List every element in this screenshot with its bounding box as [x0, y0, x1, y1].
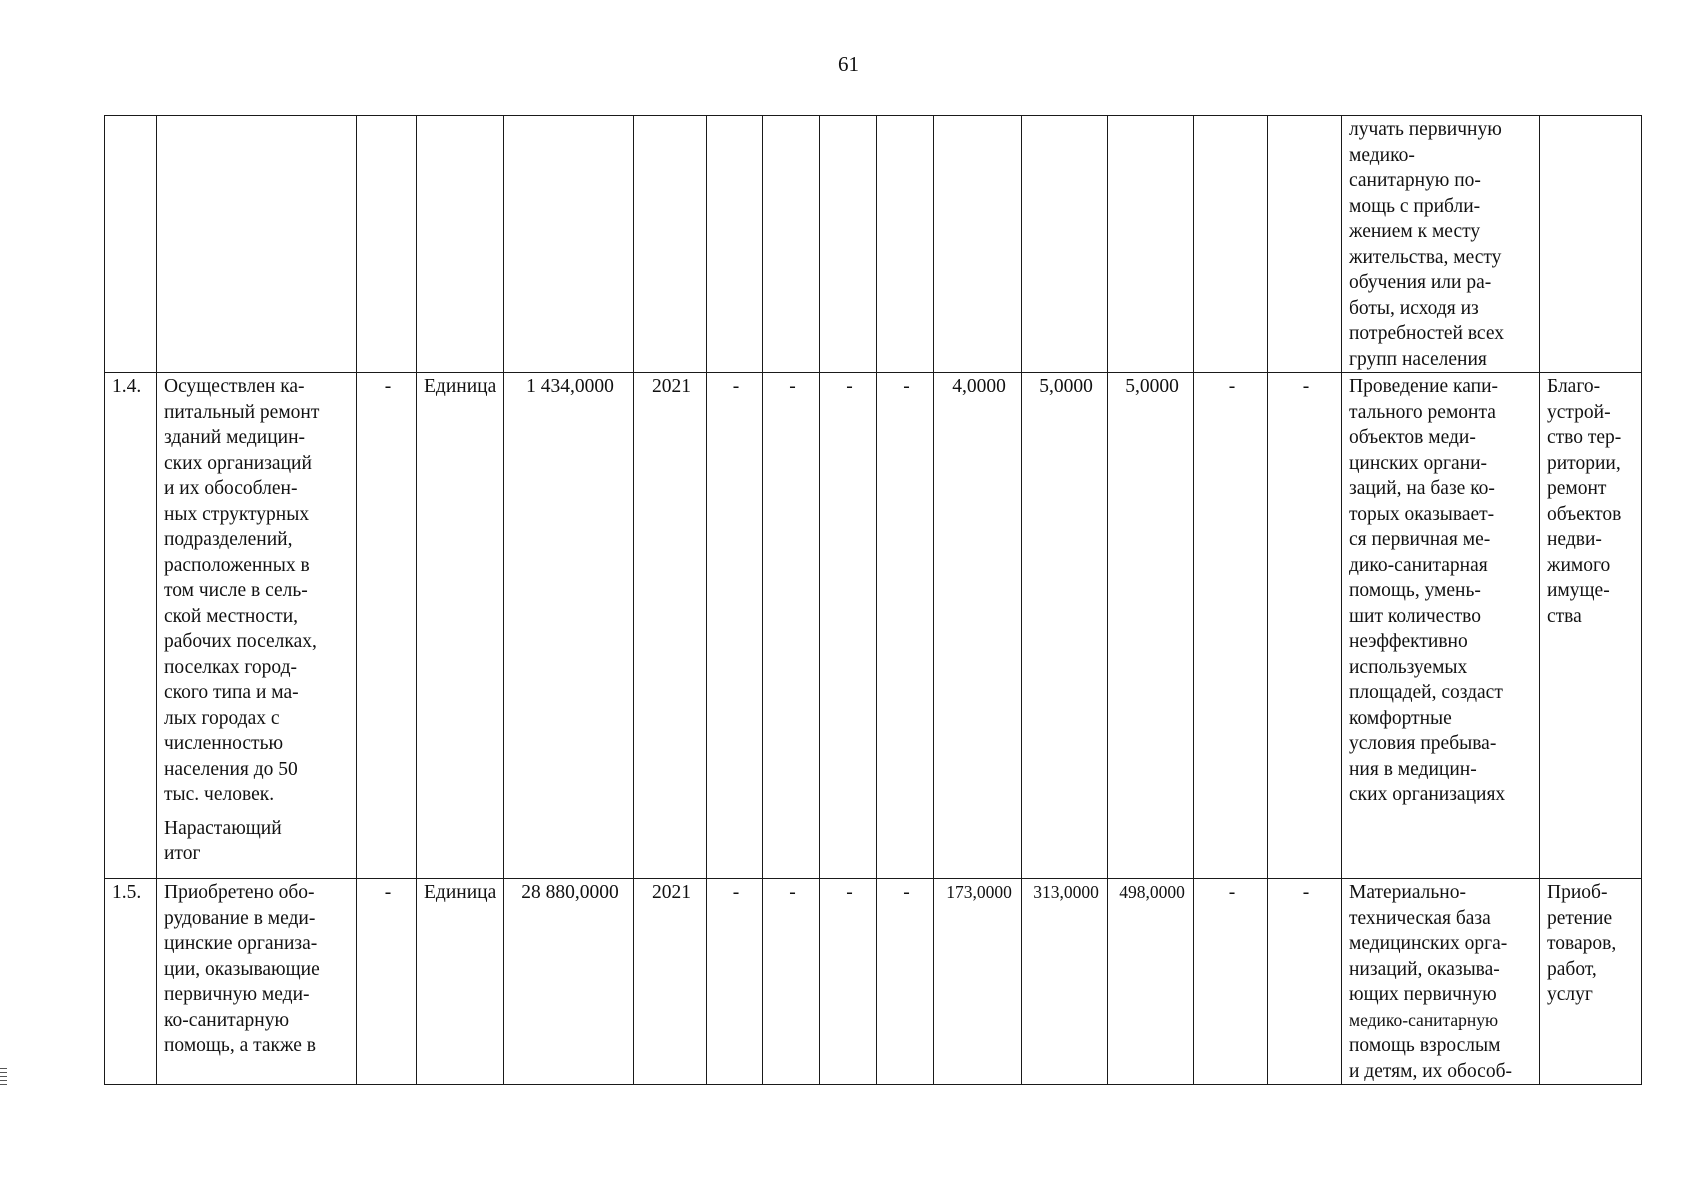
year-value-cell: -: [1194, 373, 1268, 879]
activity-type-cell: [1540, 879, 1642, 1085]
unit-cell: Единица: [417, 879, 504, 1085]
text-line: мощь с прибли-: [1349, 195, 1481, 217]
activity-type-cell: [1540, 116, 1642, 373]
base-year-cell: [634, 116, 707, 373]
text-line: жимого: [1547, 554, 1611, 576]
year-value-cell: -: [877, 879, 934, 1085]
year-value-cell: -: [763, 373, 820, 879]
year-value-cell: -: [763, 879, 820, 1085]
expected-result-cell: [1342, 879, 1540, 1085]
text-line: помощь, а также в: [164, 1035, 316, 1056]
indicator-name: [157, 879, 357, 1085]
text-line: ся первичная ме-: [1349, 529, 1491, 550]
text-line: комфортные: [1349, 707, 1452, 729]
text-line: ремонт: [1547, 478, 1607, 499]
activity-type-cell: [1540, 373, 1642, 879]
text-line: ской местности,: [164, 605, 299, 627]
text-line: заций, на базе ко-: [1349, 478, 1495, 499]
scan-edge-marks: [0, 1068, 7, 1088]
text-line: Осуществлен ка-: [164, 376, 305, 397]
unit-cell: Единица: [417, 373, 504, 879]
text-line: Нарастающий: [164, 817, 282, 839]
text-line: медицинских орга-: [1349, 933, 1508, 954]
text-line: рудование в меди-: [164, 907, 316, 929]
text-line: населения до 50: [164, 758, 298, 780]
cell-col3: -: [357, 879, 417, 1085]
text-line: жением к месту: [1349, 221, 1481, 242]
year-value-cell: [934, 116, 1022, 373]
text-line: объектов: [1547, 503, 1622, 525]
indicator-name: [157, 116, 357, 373]
scan-mark: [0, 1076, 7, 1077]
year-value-cell: -: [877, 373, 934, 879]
year-value-cell: -: [820, 879, 877, 1085]
year-value-cell: [1108, 116, 1194, 373]
text-line: помощь, умень-: [1349, 580, 1481, 601]
text-line: цинских органи-: [1349, 452, 1488, 474]
program-indicators-table: [104, 115, 1642, 1085]
expected-result-cell: [1342, 373, 1540, 879]
text-line: неэффективно: [1349, 631, 1468, 652]
expected-result-cell: [1342, 116, 1540, 373]
year-value-cell: -: [1194, 879, 1268, 1085]
text-line: расположенных в: [164, 554, 310, 576]
year-value-cell: 498,0000: [1108, 879, 1194, 1085]
row-number: 1.5.: [105, 879, 157, 1085]
text-line: том числе в сель-: [164, 580, 308, 601]
text-line: Материально-: [1349, 882, 1466, 903]
table-row: [105, 116, 1642, 373]
text-line: низаций, оказыва-: [1349, 958, 1500, 980]
text-line: ритории,: [1547, 452, 1621, 474]
text-line: имуще-: [1547, 580, 1610, 601]
year-value-cell: 313,0000: [1022, 879, 1108, 1085]
text-line: техническая база: [1349, 907, 1491, 929]
text-line: обучения или ра-: [1349, 272, 1492, 293]
text-line: зданий медицин-: [164, 427, 306, 448]
text-line: и их обособлен-: [164, 478, 298, 499]
text-line: услуг: [1547, 984, 1593, 1005]
text-line: подразделений,: [164, 529, 293, 550]
text-line: лых городах с: [164, 707, 280, 729]
text-line: Приоб-: [1547, 882, 1608, 903]
text-line: работ,: [1547, 958, 1597, 980]
text-line: первичную меди-: [164, 984, 310, 1005]
text-line: ретение: [1547, 907, 1613, 929]
year-value-cell: [763, 116, 820, 373]
text-line: медико-: [1349, 144, 1415, 166]
base-value-cell: 1 434,0000: [504, 373, 634, 879]
text-line: Проведение капи-: [1349, 376, 1498, 397]
table-row: [105, 879, 1642, 1085]
text-line: торых оказывает-: [1349, 503, 1495, 525]
base-value-cell: [504, 116, 634, 373]
year-value-cell: -: [1268, 373, 1342, 879]
scan-mark: [0, 1084, 7, 1085]
scan-mark: [0, 1072, 7, 1073]
row-number: 1.4.: [105, 373, 157, 879]
indicator-name: [157, 373, 357, 879]
unit-cell: [417, 116, 504, 373]
text-line: медико-санитарную: [1349, 1009, 1499, 1030]
text-line: ных структурных: [164, 503, 310, 525]
base-year-cell: 2021: [634, 373, 707, 879]
scan-mark: [0, 1080, 7, 1081]
year-value-cell: 5,0000: [1022, 373, 1108, 879]
text-line: используемых: [1349, 656, 1468, 678]
text-line: поселках город-: [164, 656, 298, 678]
year-value-cell: [820, 116, 877, 373]
page-number: 61: [838, 52, 859, 76]
year-value-cell: [1022, 116, 1108, 373]
year-value-cell: -: [1268, 879, 1342, 1085]
text-line: лучать первичную: [1349, 119, 1502, 140]
text-line: ских организациях: [1349, 784, 1506, 805]
text-line: объектов меди-: [1349, 427, 1476, 448]
row-number: [105, 116, 157, 373]
text-line: дико-санитарная: [1349, 554, 1488, 576]
text-line: питальный ремонт: [164, 401, 320, 423]
text-line: ство тер-: [1547, 427, 1622, 448]
year-value-cell: 4,0000: [934, 373, 1022, 879]
year-value-cell: 5,0000: [1108, 373, 1194, 879]
text-line: Благо-: [1547, 376, 1601, 397]
text-line: боты, исходя из: [1349, 297, 1479, 319]
year-value-cell: [877, 116, 934, 373]
base-value-cell: 28 880,0000: [504, 879, 634, 1085]
year-value-cell: -: [707, 373, 763, 879]
text-line: недви-: [1547, 529, 1602, 550]
text-line: ских организаций: [164, 452, 312, 474]
text-line: Приобретено обо-: [164, 882, 315, 903]
text-line: товаров,: [1547, 933, 1617, 954]
text-line: ского типа и ма-: [164, 682, 299, 703]
text-line: ющих первичную: [1349, 984, 1497, 1005]
base-year-cell: 2021: [634, 879, 707, 1085]
text-line: рабочих поселках,: [164, 631, 317, 652]
text-line: ко-санитарную: [164, 1009, 290, 1031]
text-line: условия пребыва-: [1349, 733, 1497, 754]
cell-col3: -: [357, 373, 417, 879]
table-row: [105, 373, 1642, 879]
text-line: и детям, их обособ-: [1349, 1060, 1512, 1082]
text-line: тального ремонта: [1349, 401, 1496, 423]
text-line: потребностей всех: [1349, 323, 1504, 344]
scan-mark: [0, 1068, 7, 1069]
year-value-cell: 173,0000: [934, 879, 1022, 1085]
text-line: помощь взрослым: [1349, 1035, 1501, 1056]
text-line: численностью: [164, 733, 284, 754]
text-line: тыс. человек.: [164, 784, 275, 805]
text-line: площадей, создаст: [1349, 682, 1503, 703]
cell-col3: [357, 116, 417, 373]
text-line: ния в медицин-: [1349, 758, 1477, 780]
year-value-cell: [707, 116, 763, 373]
text-line: санитарную по-: [1349, 170, 1481, 191]
text-line: устрой-: [1547, 401, 1611, 423]
text-line: жительства, месту: [1349, 246, 1502, 268]
year-value-cell: -: [820, 373, 877, 879]
text-line: цинские организа-: [164, 933, 318, 954]
year-value-cell: [1268, 116, 1342, 373]
text-line: ции, оказывающие: [164, 958, 320, 980]
text-line: групп населения: [1349, 348, 1487, 370]
text-line: шит количество: [1349, 605, 1481, 627]
text-line: ства: [1547, 605, 1582, 627]
year-value-cell: [1194, 116, 1268, 373]
text-line: итог: [164, 843, 201, 864]
year-value-cell: -: [707, 879, 763, 1085]
